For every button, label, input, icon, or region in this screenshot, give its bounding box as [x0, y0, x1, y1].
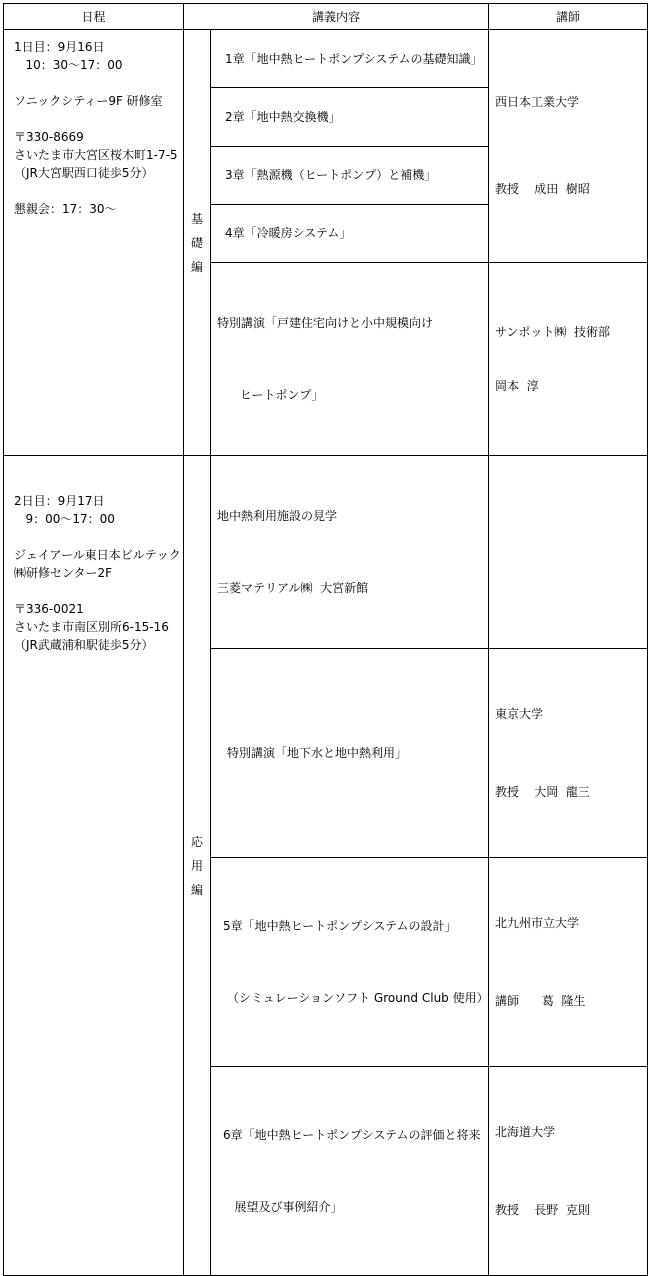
day2-date: 2日目：9月17日: [14, 494, 105, 508]
header-instructor: 講師: [489, 4, 648, 30]
instructor-main-affiliation: 西日本工業大学: [495, 95, 580, 109]
day2-time: 9：00～17：00: [14, 512, 115, 526]
instructor-main-name: 教授 成田 樹昭: [495, 182, 590, 196]
schedule-table: [3, 3, 648, 1276]
day1-venue: ソニックシティー9F 研修室: [14, 94, 163, 108]
section-applied: [184, 456, 211, 1276]
instructor-special-1: サンポット㈱ 技術部 岡本 淳: [489, 263, 648, 456]
day1-postal: 〒330-8669: [14, 130, 84, 144]
lecture-special-1: 特別講演「戸建住宅向けと小中規模向け ヒートポンプ」: [211, 263, 489, 456]
day1-info: [4, 30, 184, 456]
lecture-visit: 地中熱利用施設の見学 三菱マテリアル㈱ 大宮新館: [211, 456, 489, 649]
lecture-ch4: 4章「冷暖房システム」: [211, 204, 489, 262]
instructor-visit-empty: [489, 456, 648, 649]
lecture-ch2: 2章「地中熱交換機」: [211, 88, 489, 146]
section-basic: [184, 30, 211, 456]
day2-venue: ジェイアール東日本ビルテック: [14, 548, 181, 562]
lecture-ch6: 6章「地中熱ヒートポンプシステムの評価と将来 展望及び事例紹介」: [211, 1067, 489, 1276]
instructor-main: [489, 30, 648, 263]
day2-postal: 〒336-0021: [14, 602, 84, 616]
header-content: 講義内容: [184, 4, 489, 30]
lecture-ch1: 1章「地中熱ヒートポンプシステムの基礎知識」: [211, 30, 489, 88]
day1-date: 1日目：9月16日: [14, 40, 105, 54]
lecture-special-2: 特別講演「地下水と地中熱利用」: [211, 649, 489, 858]
header-date: 日程: [4, 4, 184, 30]
day2-info: [4, 456, 184, 1276]
header-row: [4, 4, 648, 30]
lecture-ch3: 3章「熱源機（ヒートポンプ）と補機」: [211, 146, 489, 204]
day1-access: （JR大宮駅西口徒歩5分）: [14, 166, 154, 180]
day2-address: さいたま市南区別所6-15-16: [14, 620, 169, 634]
day1-party: 懇親会：17：30～: [14, 202, 117, 216]
lecture-ch5: 5章「地中熱ヒートポンプシステムの設計」 （シミュレーションソフト Ground Club 使用）: [211, 858, 489, 1067]
section-applied-label: 応 用 編: [190, 834, 203, 897]
day2-venue-2: ㈱研修センター2F: [14, 566, 113, 580]
section-basic-label: 基 礎 編: [190, 211, 203, 274]
day2-access: （JR武蔵浦和駅徒歩5分）: [14, 638, 154, 652]
instructor-ch6: 北海道大学 教授 長野 克則: [489, 1067, 648, 1276]
day1-time: 10：30～17：00: [14, 58, 123, 72]
instructor-ch5: 北九州市立大学 講師 葛 隆生: [489, 858, 648, 1067]
instructor-special-2: 東京大学 教授 大岡 龍三: [489, 649, 648, 858]
day1-address: さいたま市大宮区桜木町1-7-5: [14, 148, 178, 162]
